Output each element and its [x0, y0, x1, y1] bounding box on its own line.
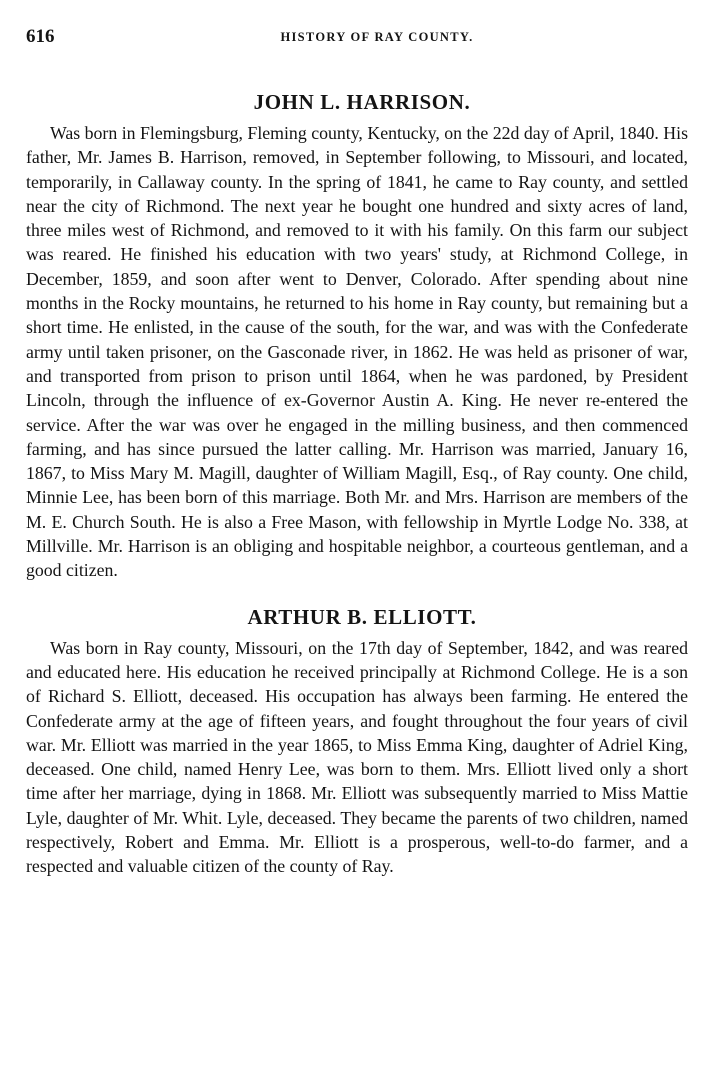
entry-body-harrison: Was born in Flemingsburg, Fleming county, Kentucky, on the 22d day of April, 1840. His father, Mr. James B. Harrison, removed, in September following, to Missouri, and located, temporarily, in Callaway county. In the spring of 1841, he came to Ray county, and settled near the city of Richmond. The next year he bought one hundred and sixty acres of land, three miles west of Richmond, and removed to it with his family. On this farm our subject was reared. He finished his education with two years' study, at Richmond College, in December, 1859, and soon after went to Denver, Colorado. After spending about nine months in the Rocky mountains, he returned to his home in Ray county, but remaining but a short time. He enlisted, in the cause of the south, for the war, and was with the Confederate army until taken prisoner, on the Gasconade river, in 1862. He was held as prisoner of war, and transported from prison to prison until 1864, when he was pardoned, by President Lincoln, through the influence of ex-Governor Austin A. King. He never re-entered the service. After the war was over he engaged in the milling business, and then commenced farming, and has since pursued the latter calling. Mr. Harrison was married, January 16, 1867, to Miss Mary M. Magill, daughter of William Magill, Esq., of Ray county. One child, Minnie Lee, has been born of this marriage. Both Mr. and Mrs. Harrison are members of the M. E. Church South. He is also a Free Mason, with fellowship in Myrtle Lodge No. 338, at Millville. Mr. Harrison is an obliging and hospitable neighbor, a courteous gentleman, and a good citizen. — [26, 123, 688, 581]
book-page — [26, 22, 688, 879]
entry-title-harrison: JOHN L. HARRISON. — [253, 90, 471, 114]
running-head — [26, 22, 688, 52]
entry-title-elliott: ARTHUR B. ELLIOTT. — [247, 604, 477, 629]
page-number: 616 — [26, 26, 55, 47]
running-title: HISTORY OF RAY COUNTY. — [280, 30, 474, 44]
entry-body-elliott: Was born in Ray county, Missouri, on the 17th day of September, 1842, and was reared and educated here. His education he received principally at Richmond College. He is a son of Richard S. Elliott, deceased. His occupation has always been farming. He entered the Confederate army at the age of fifteen years, and fought throughout the four years of civil war. Mr. Elliott was married in the year 1865, to Miss Emma King, daughter of Adriel King, deceased. One child, named Henry Lee, was born to them. Mrs. Elliott lived only a short time after her marriage, dying in 1868. Mr. Elliott was subsequently married to Miss Mattie Lyle, daughter of Mr. Whit. Lyle, deceased. They became the parents of two children, named respectively, Robert and Emma. Mr. Elliott is a prosperous, well-to-do farmer, and a respected and valuable citizen of the county of Ray. — [26, 637, 688, 877]
